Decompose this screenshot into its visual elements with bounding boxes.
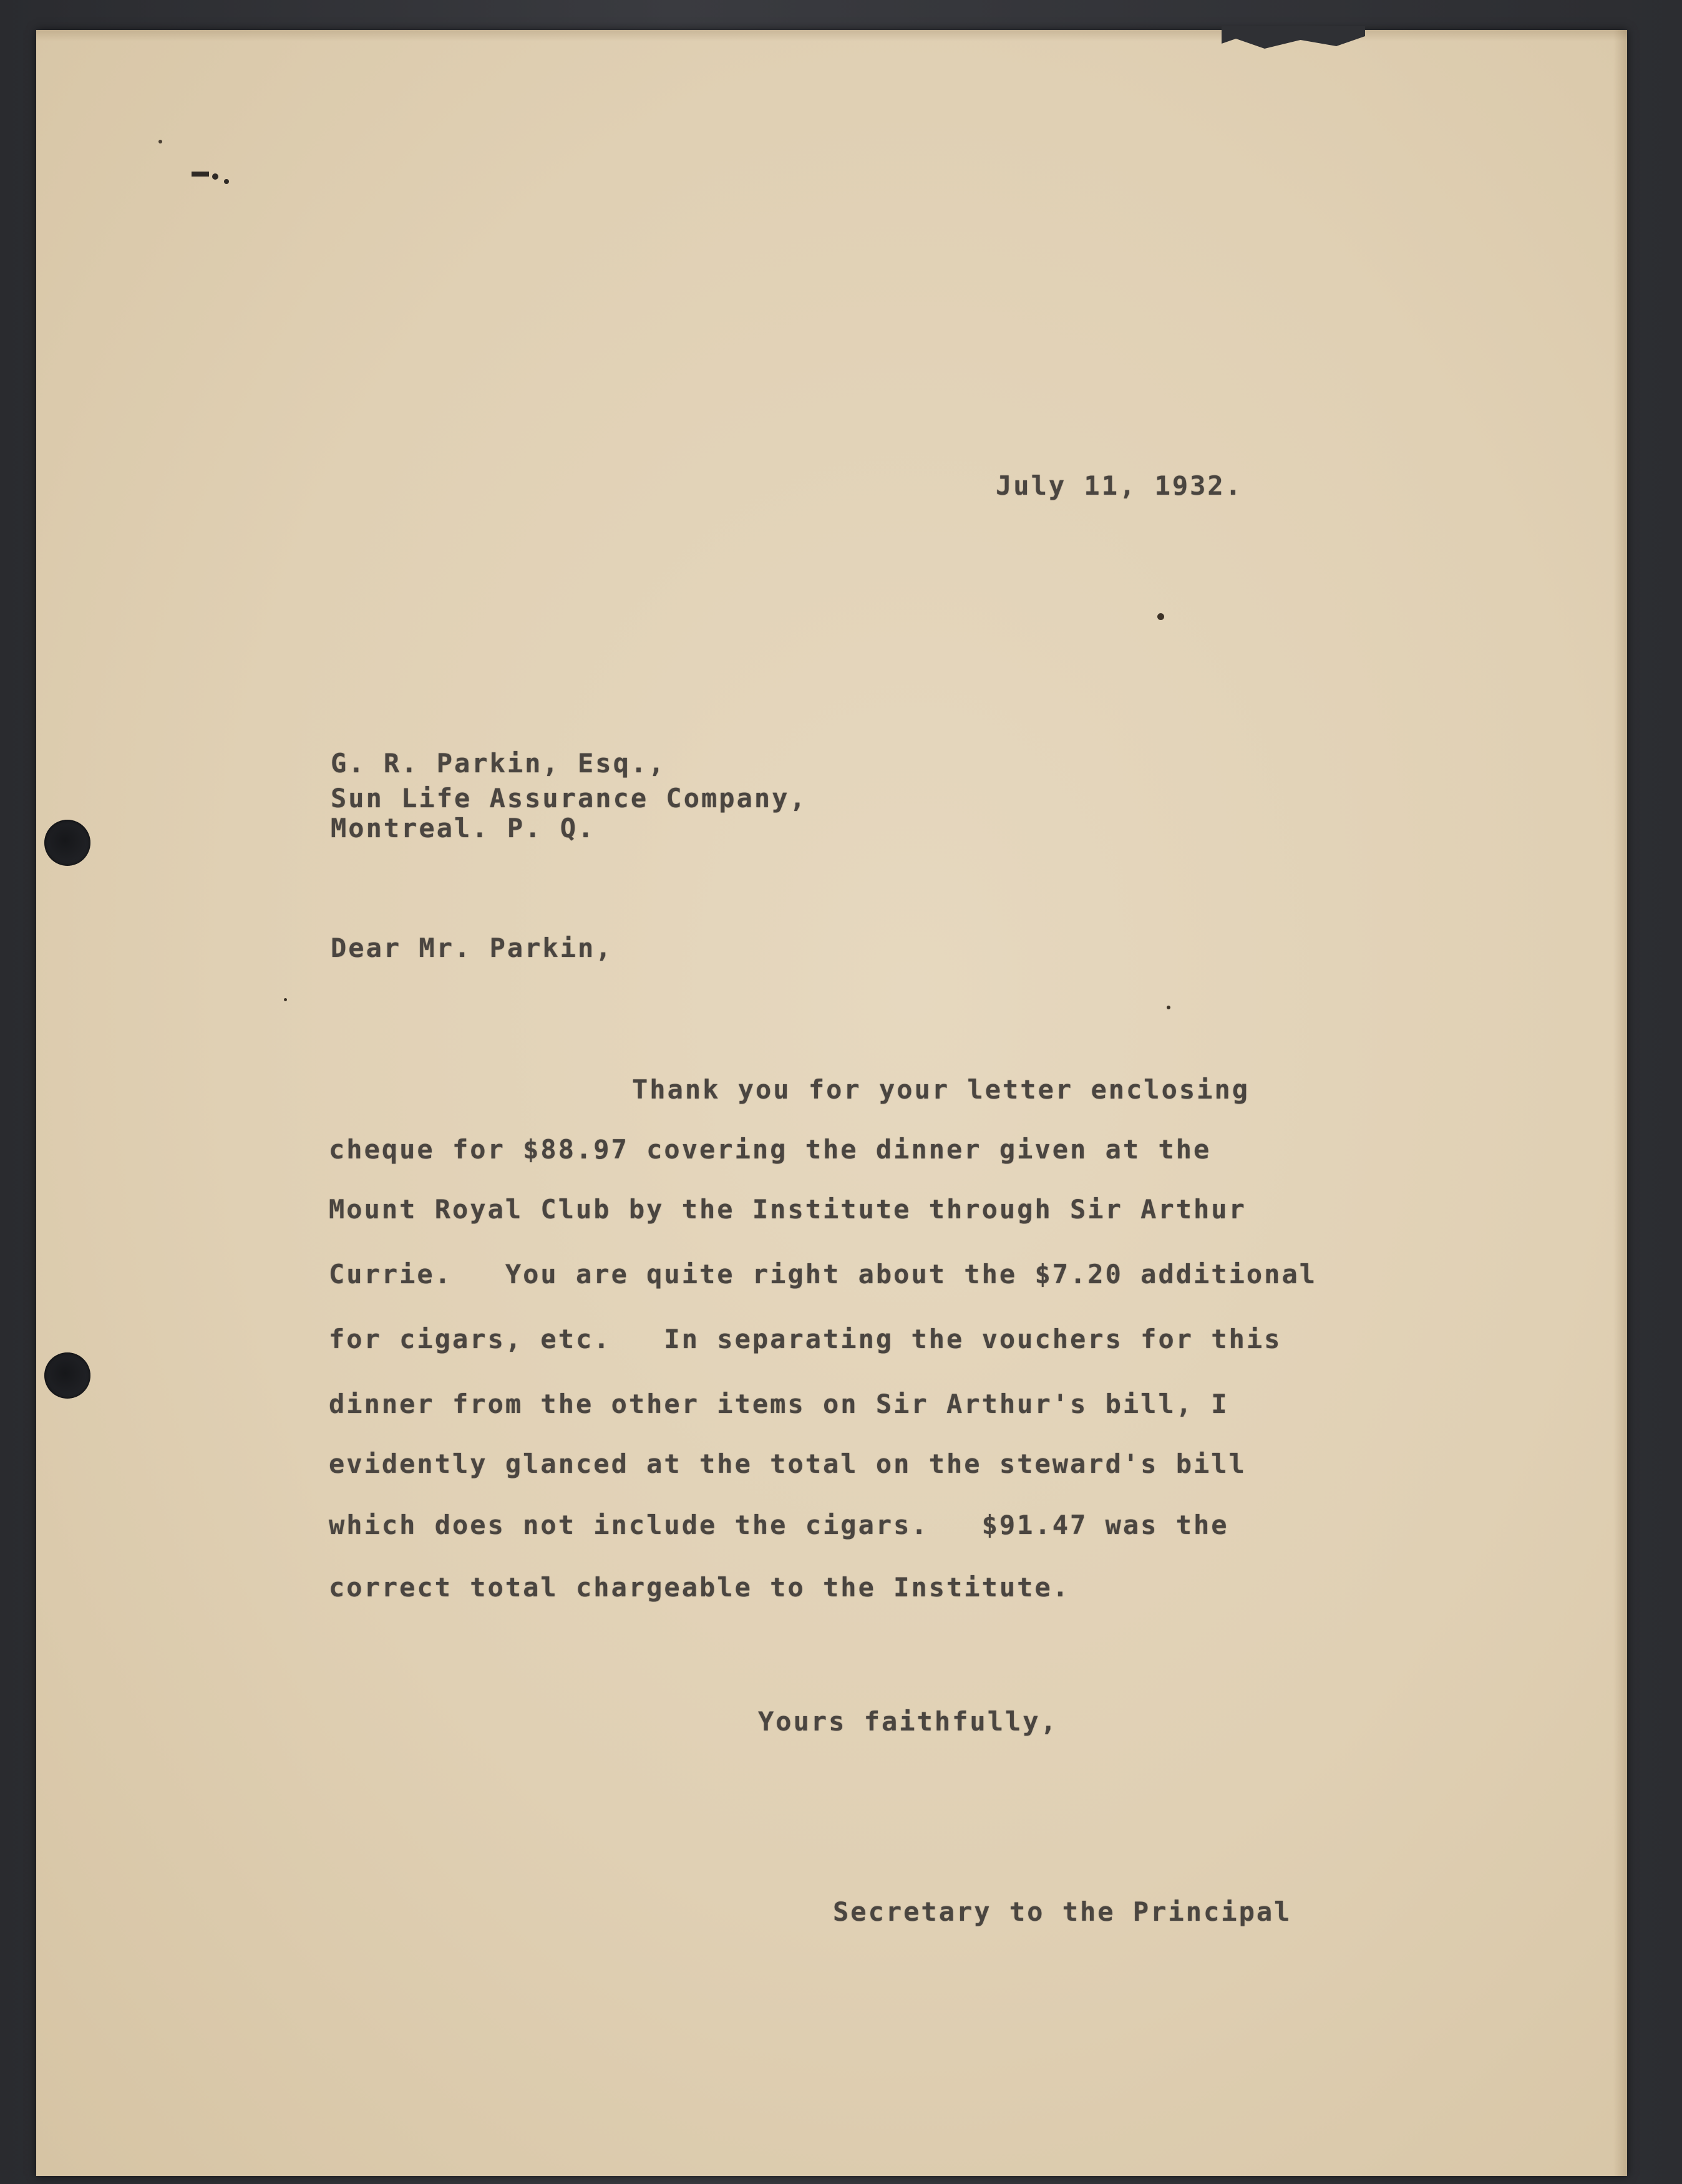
ink-mark [153,134,240,209]
recipient-name: G. R. Parkin, Esq., [331,748,666,779]
paper-speck [1157,613,1164,620]
paper-shading-right [1613,30,1627,2176]
paper-speck [284,998,287,1001]
closing: Yours faithfully, [758,1706,1058,1737]
paper-speck [1167,1006,1170,1009]
body-line: Currie. You are quite right about the $7.20 additional [329,1259,1318,1289]
punch-hole-lower [44,1352,90,1399]
recipient-company: Sun Life Assurance Company, [331,783,807,813]
paper-shading-top [36,30,1627,41]
recipient-city: Montreal. P. Q. [331,813,596,843]
body-line: dinner from the other items on Sir Arthur's bill, I [329,1389,1229,1419]
body-line: cheque for $88.97 covering the dinner given at the [329,1134,1212,1165]
letter-date: July 11, 1932. [996,470,1243,501]
body-line: correct total chargeable to the Institute. [329,1572,1071,1603]
signature-title: Secretary to the Principal [833,1896,1292,1927]
body-line: which does not include the cigars. $91.47 was the [329,1510,1229,1540]
torn-edge [1222,26,1365,51]
body-line: Mount Royal Club by the Institute through Sir Arthur [329,1194,1247,1225]
body-line: Thank you for your letter enclosing [632,1074,1250,1105]
punch-hole-upper [44,820,90,866]
salutation: Dear Mr. Parkin, [331,933,613,963]
body-line: evidently glanced at the total on the steward's bill [329,1449,1247,1479]
body-line: for cigars, etc. In separating the vouchers for this [329,1324,1282,1354]
